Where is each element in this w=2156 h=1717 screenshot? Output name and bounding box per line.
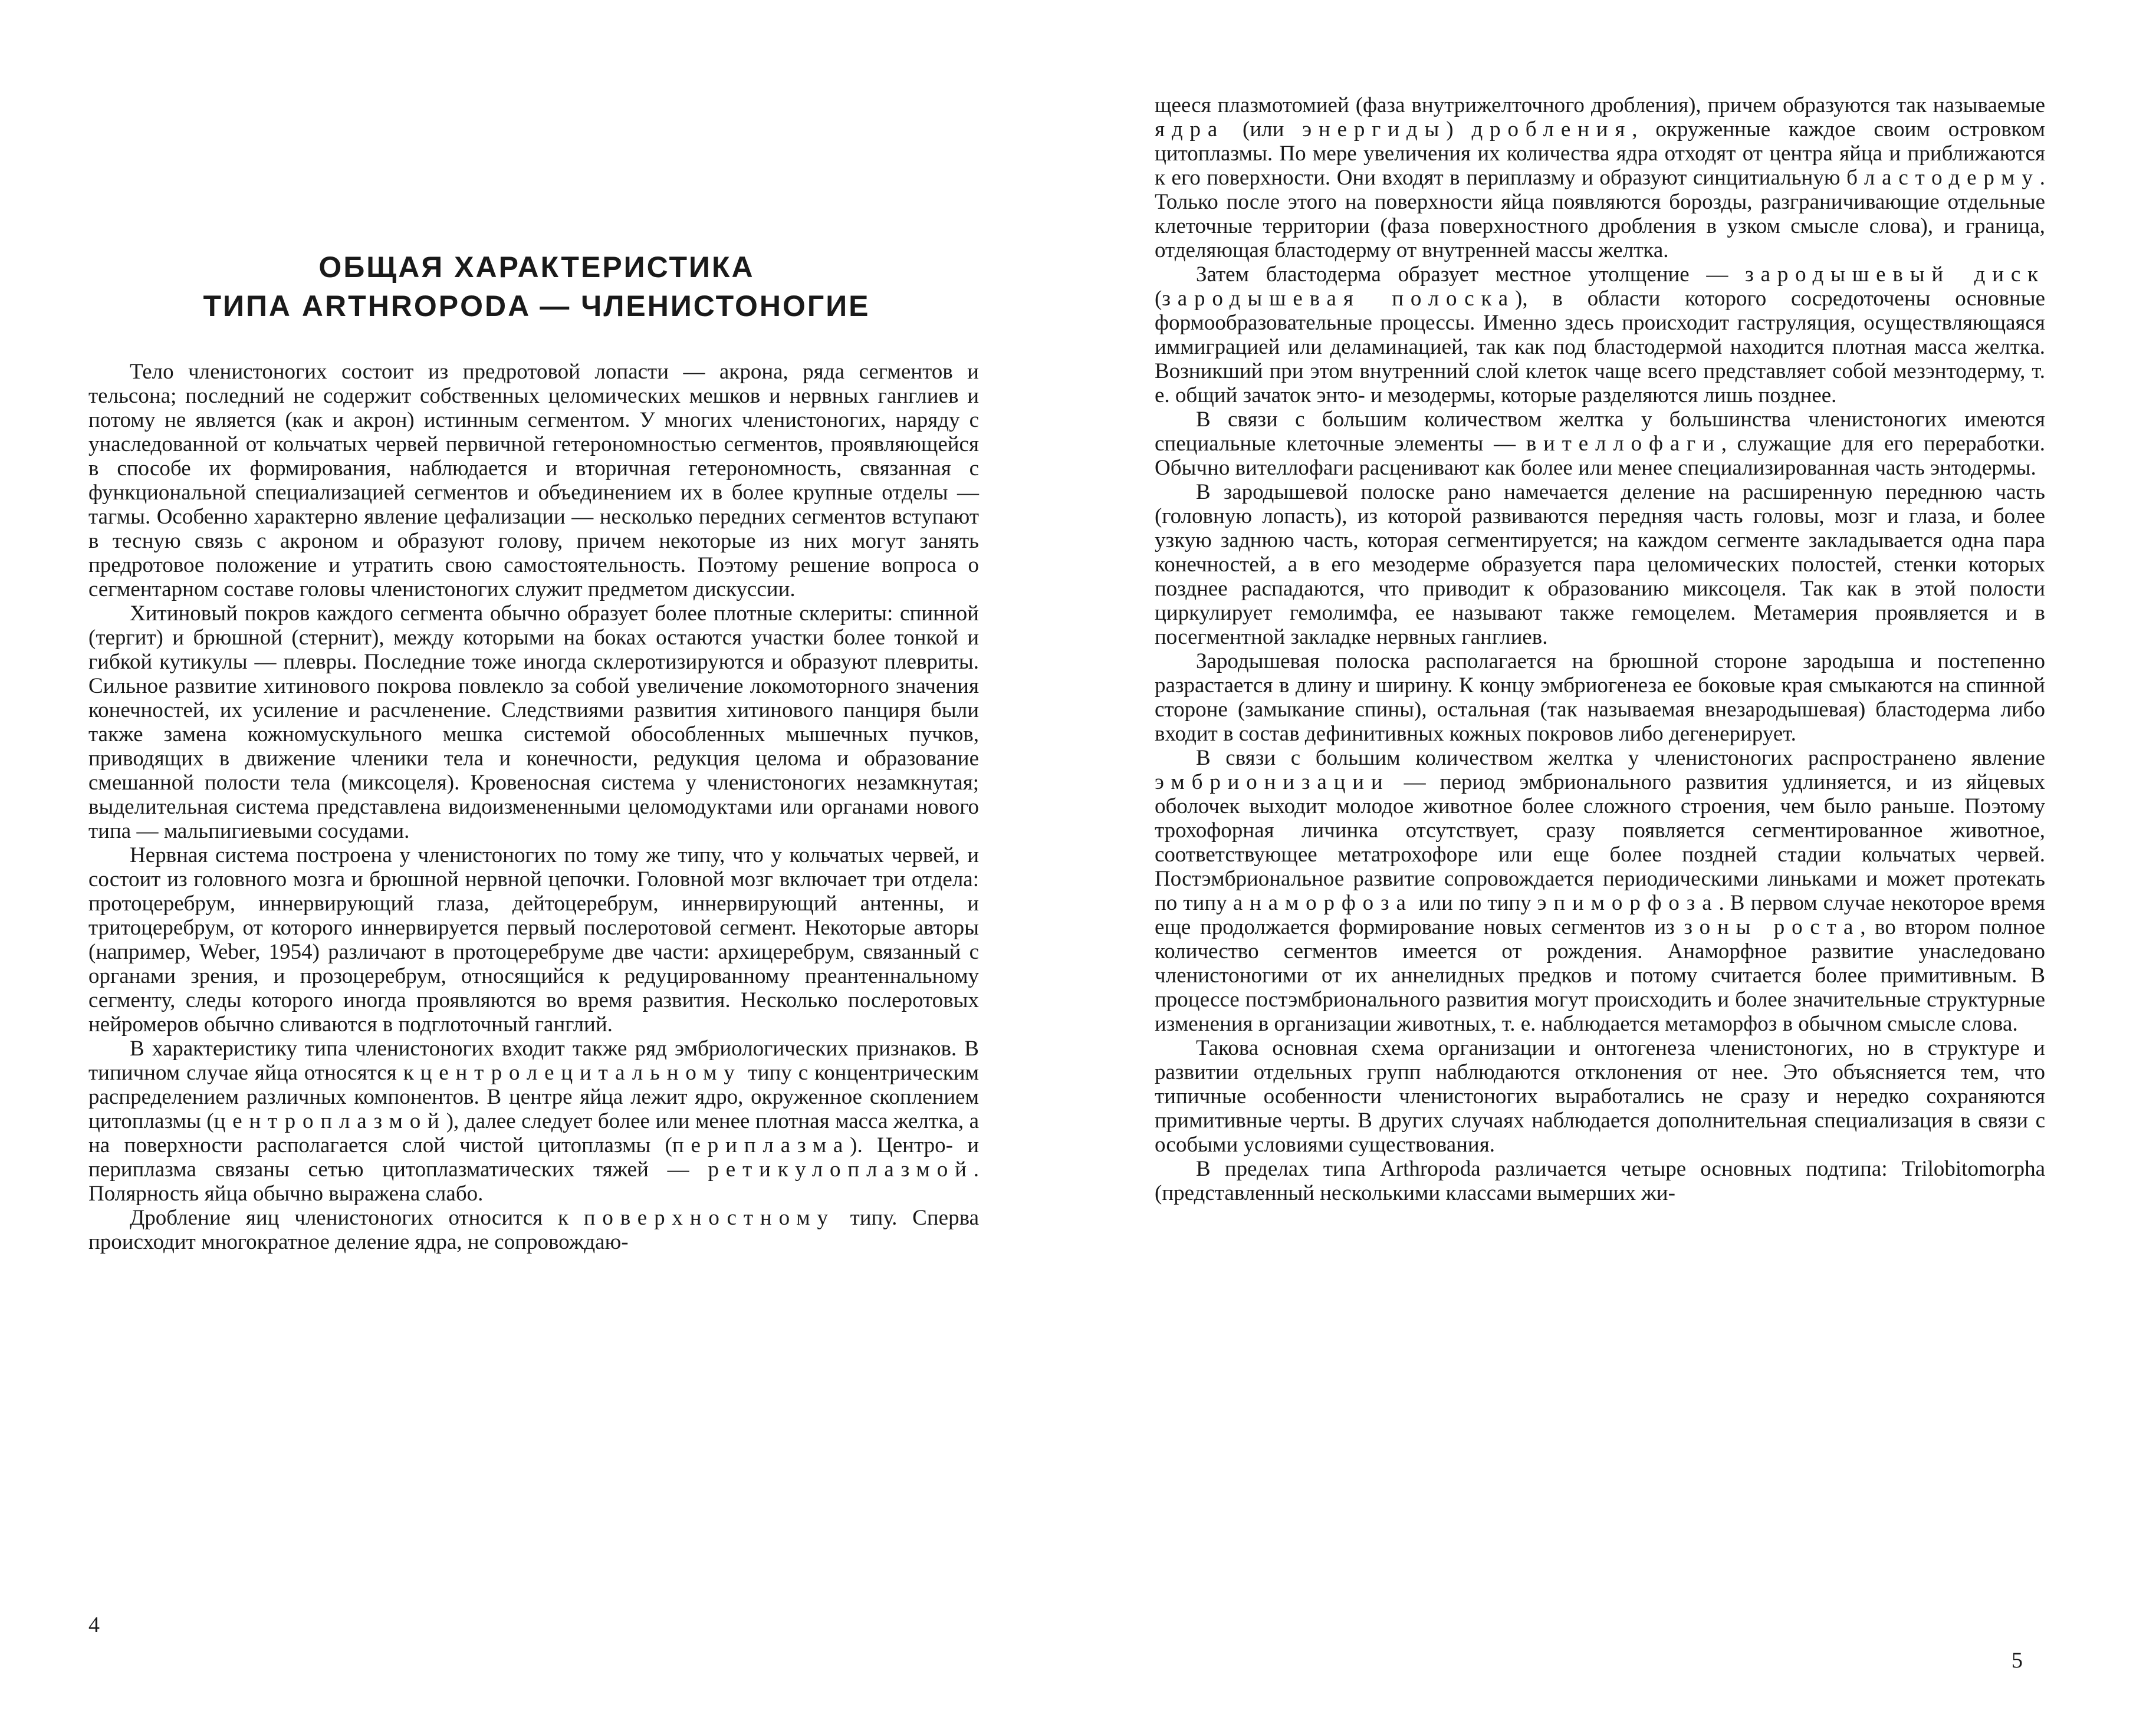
text-run: ( bbox=[1155, 287, 1162, 311]
text-run: , окруженные каждое своим островком цитоплазмы. По мере увеличения их количества ядра отходят от центра яйца и приближаются к его поверхности. Они входят в периплазму и образуют синцитиальную bbox=[1155, 117, 2045, 190]
text-run: В характеристику типа членистоногих входит также ряд эмбриологических признаков. В типичном случае яйца относятся к bbox=[88, 1037, 979, 1085]
paragraph bbox=[88, 1037, 979, 1206]
text-run: В связи с большим количеством желтка у большинства членистоногих имеются специальные клеточные элементы — bbox=[1155, 407, 2045, 456]
text-run: , служащие для его переработки. Обычно вителлофаги расценивают как более или менее специализированная часть энтодермы. bbox=[1155, 432, 2045, 480]
chapter-title bbox=[94, 248, 979, 325]
paragraph: Такова основная схема организации и онтогенеза членистоногих, но в структуре и развитии отдельных групп наблюдаются отклонения от нее. Это объясняется тем, что типичные особенности членистоногих выработались не сразу и нередко сохраняются примитивные черты. В других случаях наблюдается дополнительная специализация в связи с особыми условиями существования. bbox=[1155, 1036, 2045, 1157]
paragraph bbox=[1155, 746, 2045, 1036]
spaced-term: бластодерму bbox=[1846, 166, 2040, 190]
paragraph: Хитиновый покров каждого сегмента обычно образует более плотные склериты: спинной (тергит) и брюшной (стернит), между которыми на боках остаются участки более тонкой и гибкой кутикулы — плевры. Последние тоже иногда склеротизируются и образуют плевриты. Сильное развитие хитинового покрова повлекло за собой увеличение локомоторного значения конечностей, их усиление и расчленение. Следствиями развития хитинового панциря были также замена кожномускульного мешка системой обособленных мышечных пучков, приводящих в движение членики тела и конечности, редукция целома и образование смешанной полости тела (миксоцеля). Кровеносная система у членистоногих незамкнутая; выделительная система представлена видоизмененными целомодуктами или органами нового типа — мальпигиевыми сосудами. bbox=[88, 601, 979, 843]
text-run: ) bbox=[1446, 117, 1472, 142]
paragraph bbox=[1155, 93, 2045, 262]
text-run: В связи с большим количеством желтка у членистоногих распространено явление bbox=[1196, 746, 2045, 770]
text-run: типу с концентрическим распределением различных компонентов. В центре яйца лежит ядро, окруженное скоплением цитоплазмы ( bbox=[88, 1061, 979, 1133]
paragraph bbox=[88, 1206, 979, 1254]
spaced-term: зародышевая полоска bbox=[1162, 287, 1516, 311]
paragraph: Тело членистоногих состоит из предротовой лопасти — акрона, ряда сегментов и тельсона; последний не содержит собственных целомических мешков и нервных ганглиев и потому не является (как и акрон) истинным сегментом. У многих членистоногих, наряду с унаследованной от кольчатых червей первичной гетерономностью сегментов, проявляющейся в способе их формирования, наблюдается и вторичная гетерономность, связанная с функциональной специализацией сегментов и объединением их в более крупные отделы — тагмы. Особенно характерно явление цефализации — несколько передних сегментов вступают в тесную связь с акроном и образуют голову, причем некоторые из них могут занять предротовое положение и утратить свою самостоятельность. Поэтому решение вопроса о сегментарном составе головы членистоногих служит предметом дискуссии. bbox=[88, 360, 979, 601]
spaced-term: ретикулоплазмой bbox=[708, 1157, 974, 1182]
text-run: ). Центро- и периплазма связаны сетью цитоплазматических тяжей — bbox=[88, 1133, 979, 1182]
paragraph: Зародышевая полоска располагается на брюшной стороне зародыша и постепенно разрастается в длину и ширину. К концу эмбриогенеза ее боковые края смыкаются на спинной стороне (замыкание спины), остальная (так называемая внезародышевая) бластодерма либо входит в состав дефинитивных кожных покровов либо дегенерирует. bbox=[1155, 649, 2045, 746]
paragraph: В зародышевой полоске рано намечается деление на расширенную переднюю часть (головную лопасть), из которой развиваются передняя часть головы, мозг и глаза, и более узкую заднюю часть, которая сегментируется; на каждом сегменте закладывается одна пара конечностей, а в его мезодерме образуется пара целомических полостей, стенки которых позднее распадаются, что приводит к образованию миксоцеля. Так как в этой полости циркулирует гемолимфа, ее называют также гемоцелем. Метамерия проявляется и в посегментной закладке нервных ганглиев. bbox=[1155, 480, 2045, 649]
left-text-column bbox=[88, 360, 979, 1254]
right-page bbox=[1078, 0, 2156, 1717]
page-number: 4 bbox=[88, 1613, 100, 1637]
spaced-term: зародышевый диск bbox=[1745, 262, 2045, 287]
paragraph: Нервная система построена у членистоногих по тому же типу, что у кольчатых червей, и состоит из головного мозга и брюшной нервной цепочки. Головной мозг включает три отдела: протоцеребрум, иннервирующий глаза, дейтоцеребрум, иннервирующий антенны, и тритоцеребрум, от которого иннервируется первый послеротовой сегмент. Некоторые авторы (например, Weber, 1954) различают в протоцеребруме две части: архицеребрум, связанный с органами зрения, и прозоцеребрум, относящийся к редуцированному преантеннальному сегменту, следы которого иногда проявляются во время развития. Несколько послеротовых нейромеров обычно сливаются в подглоточный ганглий. bbox=[88, 843, 979, 1037]
text-run: типу. Сперва происходит многократное деление ядра, не сопровождаю- bbox=[88, 1206, 979, 1254]
paragraph bbox=[1155, 262, 2045, 407]
spaced-term: центролецитальному bbox=[420, 1061, 742, 1085]
text-run: — период эмбрионального развития удлиняется, и из яйцевых оболочек выходит молодое животное более сложного строения, чем было раньше. Поэтому трохофорная личинка отсутствует, сразу появляется сегментированное животное, соответствующее метатрохофоре или еще более поздней стадии кольчатых червей. Постэмбриональное развитие сопровождается периодическими линьками и может протекать по типу bbox=[1155, 770, 2045, 915]
text-run: ), в области которого сосредоточены основные формообразовательные процессы. Именно здесь происходит гаструляция, осуществляющаяся иммиграцией или деламинацией, так как под бластодермой находится плотная масса желтка. Возникший при этом внутренний слой клеток чаще всего представляет собой мезэнтодерму, т. е. общий зачаток энто- и мезодермы, которые разделяются лишь позднее. bbox=[1155, 287, 2045, 407]
text-run: Затем бластодерма образует местное утолщение — bbox=[1196, 262, 1746, 287]
page-number: 5 bbox=[2012, 1648, 2023, 1673]
spaced-term: энергиды bbox=[1302, 117, 1447, 142]
spaced-term: поверхностному bbox=[583, 1206, 835, 1230]
spaced-term: дробления bbox=[1471, 117, 1632, 142]
chapter-title-line-2: ТИПА ARTHROPODA — ЧЛЕНИСТОНОГИЕ bbox=[203, 290, 870, 323]
text-run: . Полярность яйца обычно выражена слабо. bbox=[88, 1157, 979, 1206]
text-run: . Только после этого на поверхности яйца появляются борозды, разграничивающие отдельные клеточные территории (фаза поверхностного дробления в узком смысле слова), и граница, отделяющая бластодерму от внутренней массы желтка. bbox=[1155, 166, 2045, 262]
spaced-term: зоны роста bbox=[1684, 915, 1861, 939]
right-text-column bbox=[1155, 93, 2045, 1205]
spaced-term: эпиморфоза bbox=[1537, 891, 1719, 915]
text-run: , во втором полное количество сегментов имеется от рождения. Анаморфное развитие унаследовано членистоногими от их аннелидных предков и потому считается более примитивным. В процессе постэмбрионального развития могут происходить и более значительные структурные изменения в организации животных, т. е. наблюдается метаморфоз в обычном смысле слова. bbox=[1155, 915, 2045, 1036]
spaced-term: анаморфоза bbox=[1233, 891, 1413, 915]
text-run: щееся плазмотомией (фаза внутрижелточного дробления), причем образуются так называемые bbox=[1155, 93, 2045, 117]
paragraph: В пределах типа Arthropoda различается четыре основных подтипа: Trilobitomorpha (представленный несколькими классами вымерших жи- bbox=[1155, 1157, 2045, 1205]
spaced-term: ядра bbox=[1155, 117, 1225, 142]
spaced-term: эмбрионизации bbox=[1155, 770, 1390, 794]
spaced-term: вителлофаги bbox=[1526, 432, 1721, 456]
text-run: Дробление яиц членистоногих относится к bbox=[130, 1206, 584, 1230]
text-run: (или bbox=[1224, 117, 1303, 142]
paragraph bbox=[1155, 407, 2045, 480]
text-run: . В первом случае некоторое время еще продолжается формирование новых сегментов из bbox=[1155, 891, 2045, 939]
chapter-title-line-1: ОБЩАЯ ХАРАКТЕРИСТИКА bbox=[318, 251, 755, 284]
text-run: или по типу bbox=[1412, 891, 1537, 915]
text-run: ), далее следует более или менее плотная масса желтка, а на поверхности располагается слой чистой цитоплазмы ( bbox=[88, 1109, 979, 1157]
spaced-term: периплазма bbox=[672, 1133, 850, 1157]
spaced-term: центроплазмой bbox=[213, 1109, 446, 1133]
